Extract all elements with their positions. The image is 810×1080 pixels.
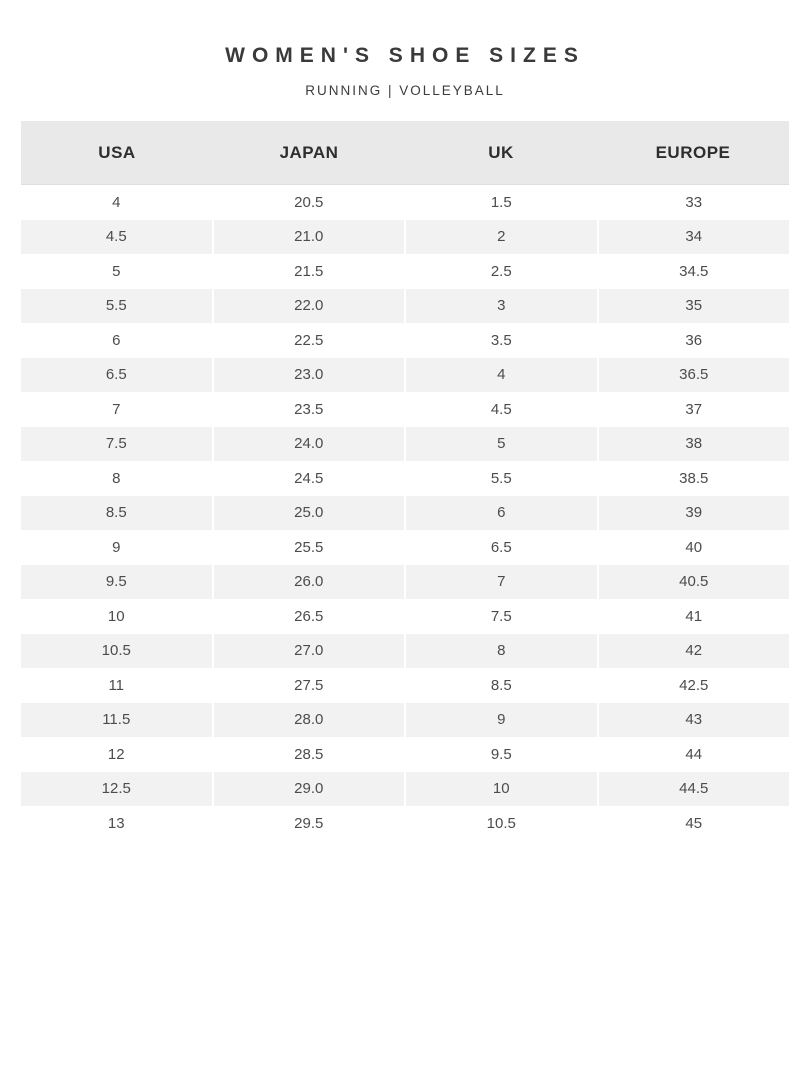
table-cell: 6.5: [21, 358, 212, 393]
table-cell: 13: [107, 814, 125, 832]
table-cell: 26.0: [214, 565, 405, 600]
table-cell: 6.5: [490, 538, 512, 556]
table-cell: 10: [107, 607, 125, 625]
table-cell: 9.5: [21, 565, 212, 600]
table-cell: 4.5: [490, 400, 512, 418]
table-cell: 5: [112, 262, 121, 280]
table-cell: 11.5: [21, 703, 212, 738]
table-cell: 28.5: [294, 745, 324, 763]
column-header-japan: JAPAN: [279, 142, 339, 162]
table-row: [21, 392, 789, 427]
table-cell: 43: [599, 703, 790, 738]
table-cell: 34: [599, 220, 790, 255]
table-cell: 42.5: [679, 676, 709, 694]
table-cell: 42: [599, 634, 790, 669]
table-cell: 6: [406, 496, 597, 531]
table-cell: 7.5: [21, 427, 212, 462]
table-cell: 39: [599, 496, 790, 531]
table-cell: 38.5: [679, 469, 709, 487]
table-cell: 3.5: [490, 331, 512, 349]
table-cell: 10: [406, 772, 597, 807]
table-cell: 41: [685, 607, 703, 625]
table-row: [21, 703, 789, 738]
table-cell: 4.5: [21, 220, 212, 255]
table-cell: 33: [685, 193, 703, 211]
table-body: [21, 185, 789, 841]
table-row: [21, 254, 789, 289]
table-cell: 7.5: [490, 607, 512, 625]
table-cell: 25.5: [294, 538, 324, 556]
size-conversion-table: [21, 121, 789, 841]
table-cell: 40.5: [599, 565, 790, 600]
table-cell: 9.5: [490, 745, 512, 763]
table-row: [21, 737, 789, 772]
table-row: [21, 427, 789, 462]
table-row: [21, 323, 789, 358]
table-cell: 26.5: [294, 607, 324, 625]
table-row: [21, 358, 789, 393]
table-cell: 44: [685, 745, 703, 763]
table-header-row: [21, 121, 789, 185]
table-cell: 45: [685, 814, 703, 832]
table-row: [21, 599, 789, 634]
table-cell: 29.5: [294, 814, 324, 832]
table-cell: 4: [406, 358, 597, 393]
table-cell: 7: [112, 400, 121, 418]
table-cell: 23.5: [294, 400, 324, 418]
table-row: [21, 565, 789, 600]
table-cell: 4: [112, 193, 121, 211]
column-header-usa: USA: [98, 142, 136, 162]
table-cell: 8: [406, 634, 597, 669]
table-cell: 23.0: [214, 358, 405, 393]
table-cell: 10.5: [21, 634, 212, 669]
table-row: [21, 220, 789, 255]
table-row: [21, 806, 789, 841]
page-title: WOMEN'S SHOE SIZES: [225, 44, 585, 67]
table-cell: 22.5: [294, 331, 324, 349]
table-cell: 29.0: [214, 772, 405, 807]
table-cell: 22.0: [214, 289, 405, 324]
table-cell: 8.5: [490, 676, 512, 694]
table-cell: 40: [685, 538, 703, 556]
table-cell: 34.5: [679, 262, 709, 280]
table-row: [21, 634, 789, 669]
table-cell: 2: [406, 220, 597, 255]
table-cell: 10.5: [486, 814, 516, 832]
column-header-europe: EUROPE: [655, 142, 731, 162]
table-cell: 5.5: [21, 289, 212, 324]
table-cell: 12: [107, 745, 125, 763]
table-cell: 24.5: [294, 469, 324, 487]
table-cell: 7: [406, 565, 597, 600]
table-row: [21, 772, 789, 807]
table-cell: 28.0: [214, 703, 405, 738]
table-cell: 5: [406, 427, 597, 462]
table-cell: 8.5: [21, 496, 212, 531]
table-cell: 27.0: [214, 634, 405, 669]
table-row: [21, 496, 789, 531]
table-row: [21, 185, 789, 220]
table-cell: 9: [406, 703, 597, 738]
table-cell: 3: [406, 289, 597, 324]
table-cell: 36: [685, 331, 703, 349]
table-cell: 1.5: [490, 193, 512, 211]
table-cell: 44.5: [599, 772, 790, 807]
table-cell: 8: [112, 469, 121, 487]
table-cell: 2.5: [490, 262, 512, 280]
page-subtitle: RUNNING | VOLLEYBALL: [305, 83, 505, 98]
table-cell: 21.5: [294, 262, 324, 280]
table-cell: 25.0: [214, 496, 405, 531]
table-row: [21, 668, 789, 703]
table-cell: 21.0: [214, 220, 405, 255]
table-cell: 36.5: [599, 358, 790, 393]
table-cell: 9: [112, 538, 121, 556]
table-cell: 37: [685, 400, 703, 418]
table-cell: 38: [599, 427, 790, 462]
table-cell: 24.0: [214, 427, 405, 462]
table-cell: 12.5: [21, 772, 212, 807]
table-cell: 11: [108, 676, 125, 694]
table-cell: 20.5: [294, 193, 324, 211]
table-row: [21, 461, 789, 496]
table-row: [21, 530, 789, 565]
column-header-uk: UK: [488, 142, 514, 162]
table-cell: 6: [112, 331, 121, 349]
table-cell: 35: [599, 289, 790, 324]
table-row: [21, 289, 789, 324]
table-cell: 5.5: [490, 469, 512, 487]
table-cell: 27.5: [294, 676, 324, 694]
